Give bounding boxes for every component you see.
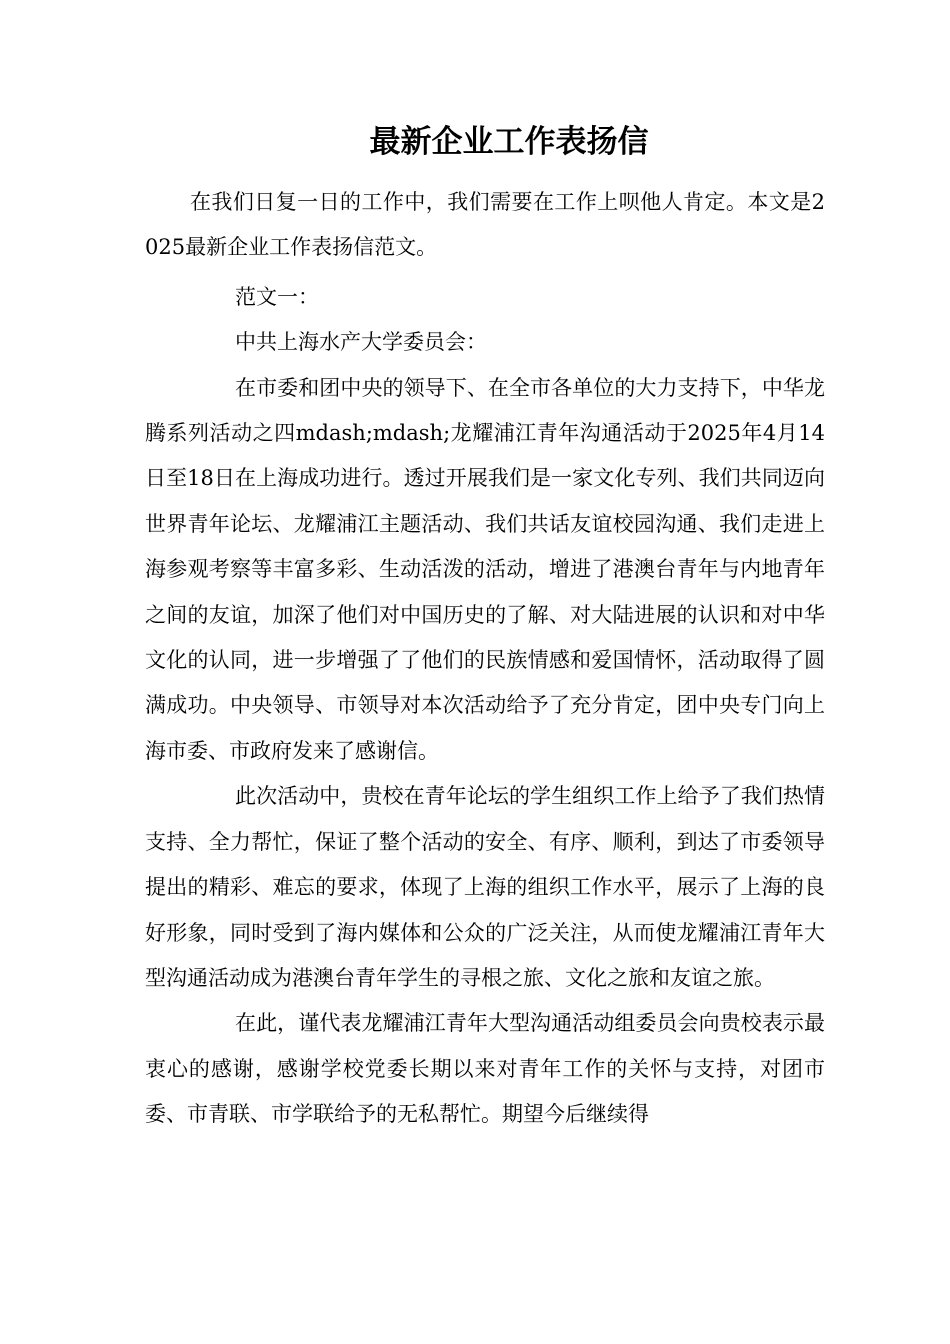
intro-paragraph: 在我们日复一日的工作中，我们需要在工作上呗他人肯定。本文是2025最新企业工作表扬信范文。 [145, 190, 825, 260]
document-title: 最新企业工作表扬信 [369, 124, 649, 160]
body-paragraph-3: 在此，谨代表龙耀浦江青年大型沟通活动组委员会向贵校表示最衷心的感谢，感谢学校党委长期以来对青年工作的关怀与支持，对团市委、市青联、市学联给予的无私帮忙。期望今后继续得 [145, 1011, 825, 1127]
body-paragraph-2: 此次活动中，贵校在青年论坛的学生组织工作上给予了我们热情支持、全力帮忙，保证了整个活动的安全、有序、顺利，到达了市委领导提出的精彩、难忘的要求，体现了上海的组织工作水平，展示了上海的良好形象，同时受到了海内媒体和公众的广泛关注，从而使龙耀浦江青年大型沟通活动成为港澳台青年学生的寻根之旅、文化之旅和友谊之旅。 [145, 784, 825, 990]
body-paragraph-1: 在市委和团中央的领导下、在全市各单位的大力支持下，中华龙腾系列活动之四mdash;mdash;龙耀浦江青年沟通活动于2025年4月14日至18日在上海成功进行。透过开展我们是一家文化专列、我们共同迈向世界青年论坛、龙耀浦江主题活动、我们共话友谊校园沟通、我们走进上海参观考察等丰富多彩、生动活泼的活动，增进了港澳台青年与内地青年之间的友谊，加深了他们对中国历史的了解、对大陆进展的认识和对中华文化的认同，进一步增强了了他们的民族情感和爱国情怀，活动取得了圆满成功。中央领导、市领导对本次活动给予了充分肯定，团中央专门向上海市委、市政府发来了感谢信。 [145, 375, 825, 763]
section-label: 范文一： [235, 284, 319, 309]
salutation: 中共上海水产大学委员会： [235, 330, 487, 355]
document-body [145, 180, 825, 1138]
